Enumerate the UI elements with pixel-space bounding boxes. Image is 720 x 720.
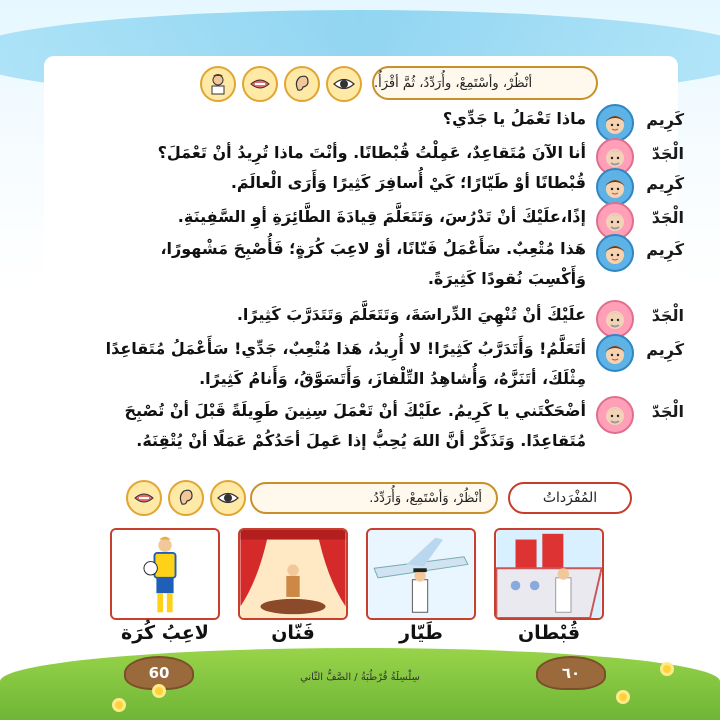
flower-decoration [112, 698, 126, 712]
eye-icon [326, 66, 362, 102]
ear-icon [168, 480, 204, 516]
speech-text: أضْحَكْتَني يا كَرِيمُ. علَيْكَ أنْ تَعْمَلَ سِنِينَ طَوِيلَةً قَبْلَ أنْ تُصْبِحَ مُتَقاعِدًا. وَتَذَكَّرْ أنَّ اللهَ يُحِبُّ إذا عَمِلَ أحَدُكُمْ عَمَلًا أنْ يُتْقِنَهُ. [124, 401, 586, 450]
dialogue-line [100, 168, 684, 202]
instruction-icons [200, 66, 362, 102]
mouth-icon [242, 66, 278, 102]
speaker-name: الْجَدّ [651, 306, 684, 325]
dialogue-line [100, 138, 684, 168]
boy-avatar-icon [596, 104, 634, 142]
football-player-picture [110, 528, 220, 620]
boy-avatar-icon [596, 168, 634, 206]
grass-footer [0, 648, 720, 720]
instruction-bar [372, 66, 598, 100]
speech-text: أتَعَلَّمُ! وَأَتَدَرَّبُ كَثِيرًا! لا أُرِيدُ، هَذا مُتْعِبٌ، جَدِّي! سَأَعْمَلُ مُتَقاعِدًا مِثْلَكَ، أتَنَزَّهُ، وَأُشاهِدُ التِّلْفازَ، وَأَتَسَوَّقُ، وَأَنامُ كَثِيرًا. [105, 339, 586, 388]
dialogue-line [100, 396, 684, 462]
speaker-name: الْجَدّ [651, 402, 684, 421]
speaker-name: الْجَدّ [651, 144, 684, 163]
dialogue-line [100, 104, 684, 138]
speaker-name: الْجَدّ [651, 208, 684, 227]
vocab-label: المُفْرَداتُ [508, 482, 632, 514]
pilot-airplane-picture [366, 528, 476, 620]
boy-avatar-icon [596, 334, 634, 372]
speaker-name: كَرِيم [646, 110, 684, 129]
mouth-icon [126, 480, 162, 516]
vocab-word: قُبْطان [517, 622, 581, 644]
vocab-instruction-text: أنْظُرْ، وَأسْتَمِعْ، وَأُرَدِّدُ. [369, 490, 482, 506]
page-number-left: 60 [124, 656, 194, 690]
speaker-name: كَرِيم [646, 240, 684, 259]
dialogue-line [100, 202, 684, 234]
dialogue [100, 104, 684, 462]
speaker-name: كَرِيم [646, 340, 684, 359]
stage-artist-picture [238, 528, 348, 620]
vocab-instruction-bar [250, 482, 498, 514]
speech-text: إذًا،علَيْكَ أنْ تَدْرُسَ، وَتَتَعَلَّمَ قِيادَةَ الطَّائِرَةِ أوِ السَّفِينَةِ. [177, 207, 586, 226]
eye-icon [210, 480, 246, 516]
reading-boy-icon [200, 66, 236, 102]
vocab-word: فَنّان [271, 622, 315, 644]
series-title: سِلْسِلَةُ قُرْطُبَةُ / الصَّفُّ الثّاني [300, 672, 420, 683]
vocab-word: طَيّار [399, 622, 443, 644]
ship-captain-picture [494, 528, 604, 620]
speech-text: هَذا مُتْعِبٌ. سَأَعْمَلُ فَنّانًا، أوْ لاعِبَ كُرَةٍ؛ فَأُصْبِحَ مَشْهورًا، وَأَكْسِبَ نُقودًا كَثِيرَةً. [160, 239, 586, 288]
speech-text: قُبْطانًا أوْ طَيّارًا؛ كَيْ أُسافِرَ كَثِيرًا وَأَرَى الْعالَمَ. [230, 173, 586, 192]
grandpa-avatar-icon [596, 300, 634, 338]
dialogue-line [100, 300, 684, 334]
speaker-name: كَرِيم [646, 174, 684, 193]
speech-text: علَيْكَ أنْ تُنْهِيَ الدِّراسَةَ، وَتَتَعَلَّمَ وَتَتَدَرَّبَ كَثِيرًا. [236, 305, 586, 324]
grandpa-avatar-icon [596, 396, 634, 434]
boy-avatar-icon [596, 234, 634, 272]
vocab-word: لاعِبُ كُرَة [121, 622, 209, 644]
speech-text: ماذا تَعْمَلُ يا جَدِّي؟ [442, 109, 586, 128]
flower-decoration [660, 662, 674, 676]
instruction-text: أنْظُرْ، وأسْتَمِعْ، وأُرَدِّدُ، ثُمَّ أقْرَأُ. [374, 75, 533, 91]
dialogue-line [100, 234, 684, 300]
flower-decoration [152, 684, 166, 698]
dialogue-line [100, 334, 684, 396]
flower-decoration [616, 690, 630, 704]
vocab-icons [126, 480, 246, 516]
speech-text: أنا الآنَ مُتَقاعِدٌ، عَمِلْتُ قُبْطانًا. وأنْتَ ماذا تُرِيدُ أنْ تَعْمَلَ؟ [157, 143, 586, 162]
vocab-cards [110, 528, 636, 644]
ear-icon [284, 66, 320, 102]
page-number-right: ٦٠ [536, 656, 606, 690]
